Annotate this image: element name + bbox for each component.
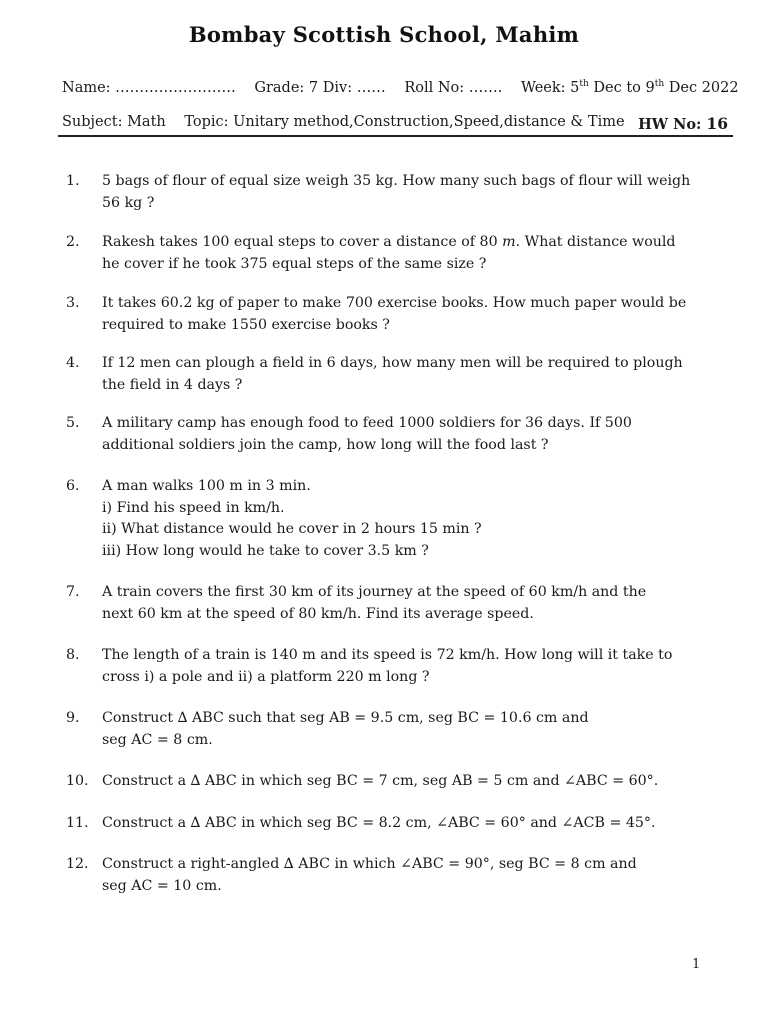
homework-number bbox=[638, 114, 728, 133]
question-5 bbox=[66, 413, 706, 456]
hw-value: 16 bbox=[706, 114, 728, 133]
question-text-line: Construct a ∆ ABC in which seg BC = 7 cm, seg AB = 5 cm and ∠ABC = 60°. bbox=[102, 773, 659, 789]
question-text-line: next 60 km at the speed of 80 km/h. Find its average speed. bbox=[102, 605, 534, 622]
question-number: 3. bbox=[66, 295, 80, 311]
question-number: 12. bbox=[66, 856, 89, 872]
question-text-line: cross i) a pole and ii) a platform 220 m long ? bbox=[102, 668, 430, 685]
question-text-line: required to make 1550 exercise books ? bbox=[102, 316, 390, 333]
question-text-line: the field in 4 days ? bbox=[102, 376, 243, 393]
question-subpart: iii) How long would he take to cover 3.5 km ? bbox=[102, 542, 429, 559]
question-text-line: he cover if he took 375 equal steps of the same size ? bbox=[102, 255, 487, 272]
question-subpart: i) Find his speed in km/h. bbox=[102, 499, 285, 516]
question-text-line: A military camp has enough food to feed 1000 soldiers for 36 days. If 500 bbox=[102, 415, 632, 431]
topic-field: Topic: Unitary method,Construction,Speed,distance & Time bbox=[184, 114, 625, 130]
question-8 bbox=[66, 645, 706, 688]
question-4 bbox=[66, 353, 706, 396]
student-info-line bbox=[62, 80, 739, 96]
question-number: 1. bbox=[66, 173, 80, 189]
subject-field: Subject: Math bbox=[62, 114, 166, 130]
question-3 bbox=[66, 293, 706, 336]
question-7 bbox=[66, 582, 706, 625]
question-number: 4. bbox=[66, 355, 80, 371]
question-11 bbox=[66, 813, 706, 835]
name-field: Name: ……………………. bbox=[62, 80, 236, 96]
week-middle: Dec to 9 bbox=[588, 80, 655, 96]
question-number: 6. bbox=[66, 478, 80, 494]
page-number: 1 bbox=[692, 957, 701, 972]
roll-field: Roll No: ……. bbox=[404, 80, 503, 96]
question-text-line: If 12 men can plough a field in 6 days, how many men will be required to plough bbox=[102, 355, 683, 371]
question-number: 10. bbox=[66, 773, 89, 789]
question-text-line: It takes 60.2 kg of paper to make 700 exercise books. How much paper would be bbox=[102, 295, 687, 311]
question-text-line: A train covers the first 30 km of its journey at the speed of 60 km/h and the bbox=[102, 584, 647, 600]
week-superscript-start: th bbox=[579, 79, 589, 89]
question-list bbox=[66, 171, 706, 897]
question-number: 5. bbox=[66, 415, 80, 431]
question-text-line: Construct a ∆ ABC in which seg BC = 8.2 cm, ∠ABC = 60° and ∠ACB = 45°. bbox=[102, 814, 656, 831]
week-field bbox=[521, 80, 739, 96]
question-text-line bbox=[102, 232, 706, 254]
question-number: 7. bbox=[66, 584, 80, 600]
question-number: 9. bbox=[66, 710, 80, 726]
question-1 bbox=[66, 171, 706, 214]
question-10 bbox=[66, 771, 706, 793]
question-6 bbox=[66, 476, 706, 562]
school-title: Bombay Scottish School, Mahim bbox=[188, 22, 580, 47]
question-text-part: Rakesh takes 100 equal steps to cover a distance of 80 bbox=[102, 234, 503, 250]
unit-italic: m bbox=[502, 234, 516, 250]
question-text-line: Construct a right-angled ∆ ABC in which ∠ABC = 90°, seg BC = 8 cm and bbox=[102, 856, 637, 872]
question-number: 11. bbox=[66, 814, 89, 831]
week-prefix: Week: 5 bbox=[520, 80, 580, 96]
question-9 bbox=[66, 708, 706, 751]
question-text-line: seg AC = 10 cm. bbox=[102, 877, 222, 894]
question-text-line: A man walks 100 m in 3 min. bbox=[102, 478, 311, 494]
week-superscript-end: th bbox=[654, 79, 665, 89]
question-text-line: additional soldiers join the camp, how long will the food last ? bbox=[102, 436, 549, 453]
question-2 bbox=[66, 232, 706, 275]
question-text-line: 5 bags of flour of equal size weigh 35 kg. How many such bags of flour will weigh bbox=[102, 173, 691, 189]
question-12 bbox=[66, 854, 706, 897]
hw-label: HW No: bbox=[638, 116, 707, 133]
question-text-line: The length of a train is 140 m and its speed is 72 km/h. How long will it take to bbox=[102, 647, 673, 663]
grade-field: Grade: 7 Div: …… bbox=[254, 80, 386, 96]
question-number: 8. bbox=[66, 647, 80, 663]
question-text-line: Construct ∆ ABC such that seg AB = 9.5 cm, seg BC = 10.6 cm and bbox=[102, 710, 589, 726]
question-number: 2. bbox=[66, 234, 80, 250]
header-divider bbox=[58, 135, 733, 137]
question-text-part: . What distance would bbox=[515, 234, 676, 250]
question-text-line: seg AC = 8 cm. bbox=[102, 731, 213, 748]
question-subpart: ii) What distance would he cover in 2 hours 15 min ? bbox=[102, 521, 482, 537]
week-suffix: Dec 2022 bbox=[664, 80, 739, 96]
question-text-line: 56 kg ? bbox=[102, 194, 155, 211]
subject-info-line bbox=[62, 114, 732, 133]
